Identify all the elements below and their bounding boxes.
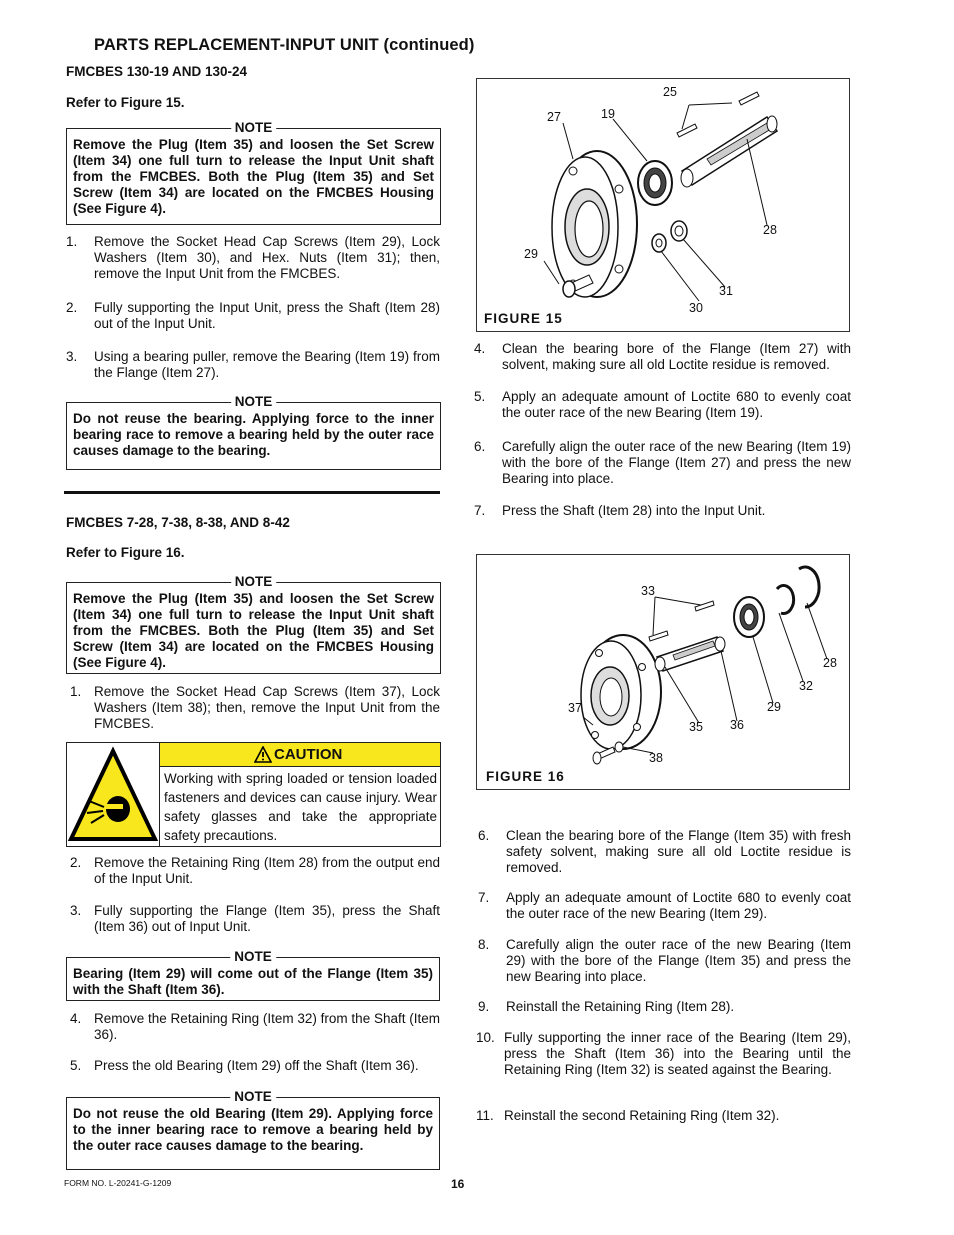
- list-item: [474, 389, 851, 421]
- page-number: 16: [451, 1177, 465, 1191]
- figure-label: FIGURE 15: [484, 311, 563, 326]
- note-text: Remove the Plug (Item 35) and loosen the Set Screw (Item 34) one full turn to release the Input Unit shaft from the FMCBES. Both the Plug (Item 35) and Set Screw (Item 34) are located on the FMCBES Housing (See Figure 4).: [73, 591, 434, 670]
- section-divider: [64, 491, 440, 494]
- warning-triangle-icon: [254, 746, 272, 763]
- callout: 37: [568, 701, 582, 715]
- step-number: 1.: [66, 234, 78, 249]
- note-box: [66, 120, 441, 225]
- step-number: 9.: [478, 999, 490, 1014]
- step-number: 4.: [474, 341, 486, 356]
- list-item: [478, 937, 851, 985]
- list-item: [66, 1058, 440, 1074]
- step-text: Remove the Retaining Ring (Item 32) from the Shaft (Item 36).: [94, 1011, 440, 1042]
- callout: 28: [763, 223, 777, 237]
- note-text: Do not reuse the bearing. Applying force to the inner bearing race to remove a bearing held by the outer race causes damage to the bearing.: [73, 411, 434, 458]
- list-item: [66, 234, 440, 282]
- list-item: [476, 1030, 851, 1078]
- callout: 28: [823, 656, 837, 670]
- note-label: NOTE: [231, 120, 277, 136]
- caution-box: [66, 742, 441, 847]
- step-number: 3.: [70, 903, 82, 918]
- list-item: [474, 439, 851, 487]
- form-number: FORM NO. L-20241-G-1209: [64, 1178, 172, 1188]
- list-item: [478, 999, 851, 1015]
- callout: 33: [641, 584, 655, 598]
- step-text: Apply an adequate amount of Loctite 680 to evenly coat the outer race of the new Bearing (Item 19).: [502, 389, 851, 420]
- callout: 29: [767, 700, 781, 714]
- note-box: [66, 574, 441, 674]
- page-title: PARTS REPLACEMENT-INPUT UNIT (continued): [94, 36, 475, 54]
- step-text: Apply an adequate amount of Loctite 680 to evenly coat the outer race of the new Bearing (Item 29).: [506, 890, 851, 921]
- caution-label: CAUTION: [274, 746, 343, 763]
- figure-16-illustration: [477, 555, 849, 789]
- list-item: [66, 855, 440, 887]
- note-text: Bearing (Item 29) will come out of the Flange (Item 35) with the Shaft (Item 36).: [73, 966, 433, 997]
- callout: 36: [730, 718, 744, 732]
- note-box: [66, 1089, 440, 1170]
- step-text: Press the Shaft (Item 28) into the Input Unit.: [502, 503, 766, 518]
- list-item: [66, 684, 440, 732]
- figure-15: [476, 78, 850, 332]
- note-label: NOTE: [230, 949, 276, 965]
- step-text: Carefully align the outer race of the new Bearing (Item 19) with the bore of the Flange (Item 27) and press the new Bearing into place.: [502, 439, 851, 486]
- section-heading: FMCBES 130-19 AND 130-24: [66, 64, 248, 79]
- step-number: 4.: [70, 1011, 82, 1026]
- refer-figure: Refer to Figure 16.: [66, 545, 185, 560]
- step-text: Press the old Bearing (Item 29) off the Shaft (Item 36).: [94, 1058, 419, 1073]
- caution-header: [160, 743, 440, 767]
- step-number: 6.: [474, 439, 486, 454]
- step-text: Clean the bearing bore of the Flange (Item 35) with fresh safety solvent, making sure all old Loctite residue is removed.: [506, 828, 851, 875]
- step-number: 5.: [70, 1058, 82, 1073]
- step-number: 7.: [478, 890, 490, 905]
- refer-figure: Refer to Figure 15.: [66, 95, 185, 110]
- note-text: Remove the Plug (Item 35) and loosen the Set Screw (Item 34) one full turn to release the Input Unit shaft from the FMCBES. Both the Plug (Item 35) and Set Screw (Item 34) are located on the FMCBES Housing (See Figure 4).: [73, 137, 434, 216]
- callout: 35: [689, 720, 703, 734]
- step-text: Remove the Retaining Ring (Item 28) from the output end of the Input Unit.: [94, 855, 440, 886]
- section-heading: FMCBES 7-28, 7-38, 8-38, AND 8-42: [66, 515, 290, 530]
- list-item: [66, 903, 440, 935]
- note-box: [66, 394, 441, 470]
- callout: 38: [649, 751, 663, 765]
- step-text: Remove the Socket Head Cap Screws (Item 29), Lock Washers (Item 30), and Hex. Nuts (Item 31); then, remove the Input Unit from the FMCBES.: [94, 234, 440, 281]
- list-item: [66, 349, 440, 381]
- step-number: 11.: [476, 1108, 494, 1123]
- figure-16: [476, 554, 850, 790]
- step-number: 2.: [66, 300, 78, 315]
- list-item: [474, 503, 851, 519]
- list-item: [66, 300, 440, 332]
- figure-15-illustration: [477, 79, 849, 331]
- callout: 25: [663, 85, 677, 99]
- step-number: 6.: [478, 828, 490, 843]
- step-number: 5.: [474, 389, 486, 404]
- note-label: NOTE: [230, 1089, 276, 1105]
- step-number: 7.: [474, 503, 486, 518]
- list-item: [476, 1108, 851, 1124]
- note-label: NOTE: [231, 574, 277, 590]
- step-text: Using a bearing puller, remove the Bearing (Item 19) from the Flange (Item 27).: [94, 349, 440, 380]
- step-text: Reinstall the second Retaining Ring (Item 32).: [504, 1108, 780, 1123]
- list-item: [478, 828, 851, 876]
- figure-label: FIGURE 16: [486, 769, 565, 784]
- step-text: Clean the bearing bore of the Flange (Item 27) with solvent, making sure all old Loctite residue is removed.: [502, 341, 851, 372]
- list-item: [478, 890, 851, 922]
- note-label: NOTE: [231, 394, 277, 410]
- note-text: Do not reuse the old Bearing (Item 29). Applying force to the inner bearing race to remove a bearing held by the outer race causes damage to the bearing.: [73, 1106, 433, 1153]
- list-item: [66, 1011, 440, 1043]
- step-number: 1.: [70, 684, 82, 699]
- step-text: Fully supporting the Input Unit, press the Shaft (Item 28) out of the Input Unit.: [94, 300, 440, 331]
- step-number: 2.: [70, 855, 82, 870]
- callout: 32: [799, 679, 813, 693]
- callout: 29: [524, 247, 538, 261]
- callout: 30: [689, 301, 703, 315]
- step-number: 10.: [476, 1030, 495, 1045]
- note-box: [66, 949, 440, 1001]
- step-number: 8.: [478, 937, 490, 952]
- callout: 31: [719, 284, 733, 298]
- step-text: Fully supporting the Flange (Item 35), press the Shaft (Item 36) out of Input Unit.: [94, 903, 440, 934]
- callout: 19: [601, 107, 615, 121]
- step-text: Reinstall the Retaining Ring (Item 28).: [506, 999, 735, 1014]
- step-text: Carefully align the outer race of the new Bearing (Item 29) with the bore of the Flange (Item 35) and press the new Bearing into place.: [506, 937, 851, 984]
- step-number: 3.: [66, 349, 78, 364]
- step-text: Fully supporting the inner race of the Bearing (Item 29), press the Shaft (Item 36) into the Bearing until the Retaining Ring (Item 32) is seated against the Bearing.: [504, 1030, 851, 1077]
- safety-glasses-icon: [67, 743, 160, 846]
- caution-text: Working with spring loaded or tension loaded fasteners and devices can cause injury. Wear safety glasses and take the appropriate safety precautions.: [164, 771, 437, 843]
- callout: 27: [547, 110, 561, 124]
- list-item: [474, 341, 851, 373]
- step-text: Remove the Socket Head Cap Screws (Item 37), Lock Washers (Item 38); then, remove the Input Unit from the FMCBES.: [94, 684, 440, 731]
